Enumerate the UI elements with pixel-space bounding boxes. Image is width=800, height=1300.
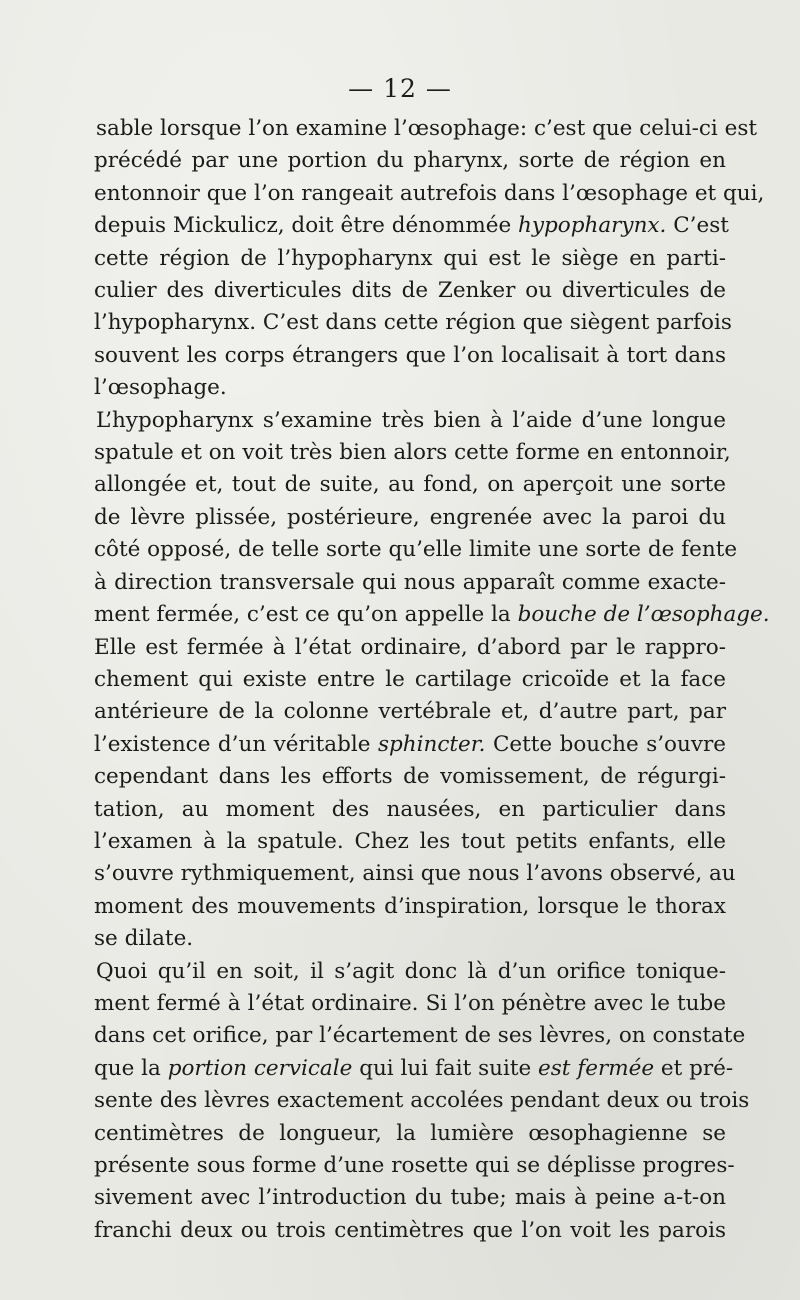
text-line: franchi deux ou trois centimètres que l’on voit les parois — [94, 1217, 726, 1243]
text-line: spatule et on voit très bien alors cette forme en entonnoir, — [94, 440, 731, 466]
text-line: l’hypopharynx. C’est dans cette région que siègent parfois — [94, 310, 732, 336]
text-line: ment fermée, c’est ce qu’on appelle la bouche de l’œsophage. — [94, 602, 770, 628]
text-line: tation, au moment des nausées, en particulier dans — [94, 796, 726, 822]
text-line: cependant dans les efforts de vomissement, de régurgi- — [94, 764, 726, 790]
text-line: ment fermé à l’état ordinaire. Si l’on pénètre avec le tube — [94, 990, 726, 1016]
italic-term: est fermée — [538, 1055, 655, 1081]
text-line: côté opposé, de telle sorte qu’elle limite une sorte de fente — [94, 537, 738, 563]
text-line: culier des diverticules dits de Zenker ou diverticules de — [94, 278, 726, 304]
text-line: dans cet orifice, par l’écartement de ses lèvres, on constate — [94, 1023, 746, 1049]
text-line: se dilate. — [94, 926, 194, 952]
text-line: L’hypopharynx s’examine très bien à l’aide d’une longue — [96, 407, 726, 433]
text-line: souvent les corps étrangers que l’on localisait à tort dans — [94, 342, 726, 368]
text-line: cette région de l’hypopharynx qui est le siège en parti- — [94, 245, 726, 271]
text-line: que la portion cervicale qui lui fait suite est fermée et pré- — [94, 1055, 734, 1081]
text-line: sente des lèvres exactement accolées pendant deux ou trois — [94, 1088, 750, 1114]
italic-term: sphincter. — [377, 731, 486, 757]
text-line: Quoi qu’il en soit, il s’agit donc là d’un orifice tonique- — [96, 958, 726, 984]
text-line: antérieure de la colonne vertébrale et, d’autre part, par — [94, 699, 726, 725]
body-text — [94, 113, 770, 1247]
paragraph-2 — [94, 405, 770, 956]
paragraph-3 — [94, 956, 750, 1248]
text-line: entonnoir que l’on rangeait autrefois dans l’œsophage et qui, — [94, 180, 765, 206]
text-line: de lèvre plissée, postérieure, engrenée avec la paroi du — [94, 504, 726, 530]
text-line: chement qui existe entre le cartilage cricoïde et la face — [94, 666, 726, 692]
page-number: — 12 — — [348, 74, 452, 103]
text-line: l’existence d’un véritable sphincter. Cette bouche s’ouvre — [94, 731, 726, 757]
text-line: précédé par une portion du pharynx, sorte de région en — [94, 148, 726, 174]
text-line: s’ouvre rythmiquement, ainsi que nous l’avons observé, au — [94, 861, 736, 887]
text-line: moment des mouvements d’inspiration, lorsque le thorax — [94, 893, 726, 919]
italic-term: portion cervicale — [167, 1055, 353, 1081]
italic-term: hypopharynx. — [518, 213, 667, 239]
text-line: à direction transversale qui nous apparaît comme exacte- — [94, 569, 726, 595]
text-line: allongée et, tout de suite, au fond, on aperçoit une sorte — [94, 472, 726, 498]
text-line: l’œsophage. — [94, 375, 227, 401]
text-line: sable lorsque l’on examine l’œsophage: c’est que celui-ci est — [96, 116, 758, 141]
text-line: centimètres de longueur, la lumière œsophagienne se — [94, 1120, 726, 1146]
text-line: depuis Mickulicz, doit être dénommée hypopharynx. C’est — [94, 213, 729, 239]
text-line: Elle est fermée à l’état ordinaire, d’abord par le rappro- — [94, 634, 726, 660]
text-line: présente sous forme d’une rosette qui se déplisse progres- — [94, 1153, 735, 1178]
text-line: sivement avec l’introduction du tube; mais à peine a-t-on — [94, 1185, 726, 1211]
paragraph-1 — [94, 113, 765, 405]
italic-term: bouche de l’œsophage. — [517, 602, 770, 628]
text-line: l’examen à la spatule. Chez les tout petits enfants, elle — [94, 828, 726, 854]
